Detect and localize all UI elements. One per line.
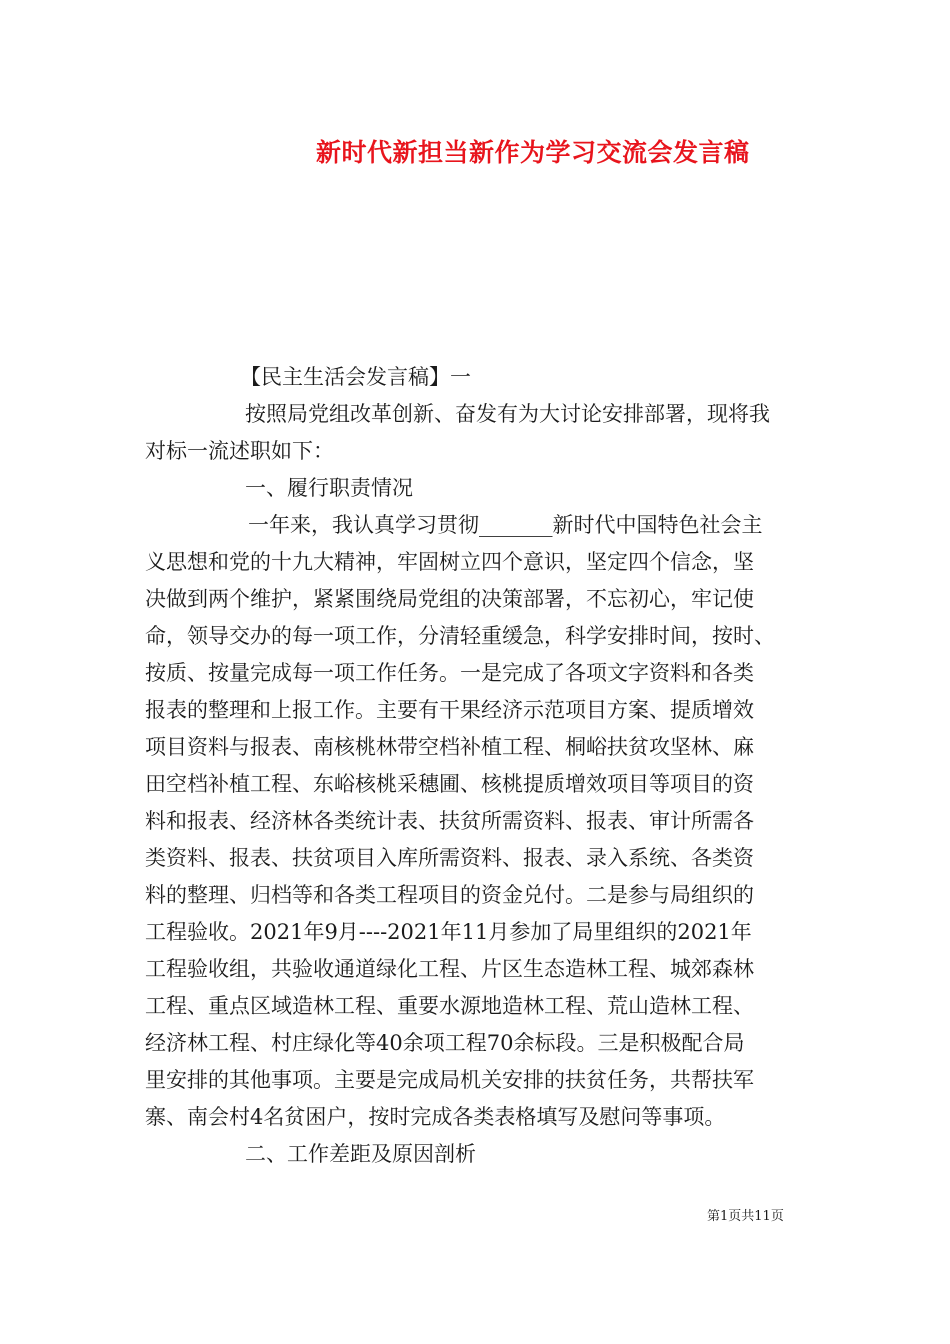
- paragraph-line: 里安排的其他事项。主要是完成局机关安排的扶贫任务，共帮扶军: [145, 1068, 754, 1092]
- paragraph-line: 义思想和党的十九大精神，牢固树立四个意识，坚定四个信念，坚: [145, 550, 754, 574]
- paragraph-line: 决做到两个维护，紧紧围绕局党组的决策部署，不忘初心，牢记使: [145, 587, 754, 611]
- paragraph-line: 项目资料与报表、南核桃林带空档补植工程、桐峪扶贫攻坚林、麻: [145, 735, 754, 759]
- page-number: 第1页共11页: [707, 1209, 784, 1224]
- paragraph-line: 经济林工程、村庄绿化等40余项工程70余标段。三是积极配合局: [145, 1031, 745, 1055]
- paragraph-line: 对标一流述职如下：: [145, 439, 334, 463]
- paragraph-line: 寨、南会村4名贫困户，按时完成各类表格填写及慰问等事项。: [145, 1105, 726, 1129]
- paragraph-line: 命，领导交办的每一项工作，分清轻重缓急，科学安排时间，按时、: [145, 624, 775, 648]
- paragraph-line: 工程验收。2021年9月----2021年11月参加了局里组织的2021年: [145, 920, 752, 944]
- paragraph-line: 料和报表、经济林各类统计表、扶贫所需资料、报表、审计所需各: [145, 809, 754, 833]
- paragraph-line: 料的整理、归档等和各类工程项目的资金兑付。二是参与局组织的: [145, 883, 754, 907]
- paragraph-line: 工程验收组，共验收通道绿化工程、片区生态造林工程、城郊森林: [145, 957, 754, 981]
- section-heading: 【民主生活会发言稿】一: [240, 365, 471, 389]
- paragraph-line: 按照局党组改革创新、奋发有为大讨论安排部署，现将我: [245, 402, 770, 426]
- paragraph-line: 一年来，我认真学习贯彻_______新时代中国特色社会主: [248, 513, 763, 537]
- paragraph-line: 工程、重点区域造林工程、重要水源地造林工程、荒山造林工程、: [145, 994, 754, 1018]
- paragraph-line: 报表的整理和上报工作。主要有干果经济示范项目方案、提质增效: [145, 698, 754, 722]
- document-title: 新时代新担当新作为学习交流会发言稿: [316, 138, 750, 167]
- section-heading: 二、工作差距及原因剖析: [245, 1142, 476, 1166]
- section-heading: 一、履行职责情况: [245, 476, 413, 500]
- paragraph-line: 按质、按量完成每一项工作任务。一是完成了各项文字资料和各类: [145, 661, 754, 685]
- paragraph-line: 田空档补植工程、东峪核桃采穗圃、核桃提质增效项目等项目的资: [145, 772, 754, 796]
- paragraph-line: 类资料、报表、扶贫项目入库所需资料、报表、录入系统、各类资: [145, 846, 754, 870]
